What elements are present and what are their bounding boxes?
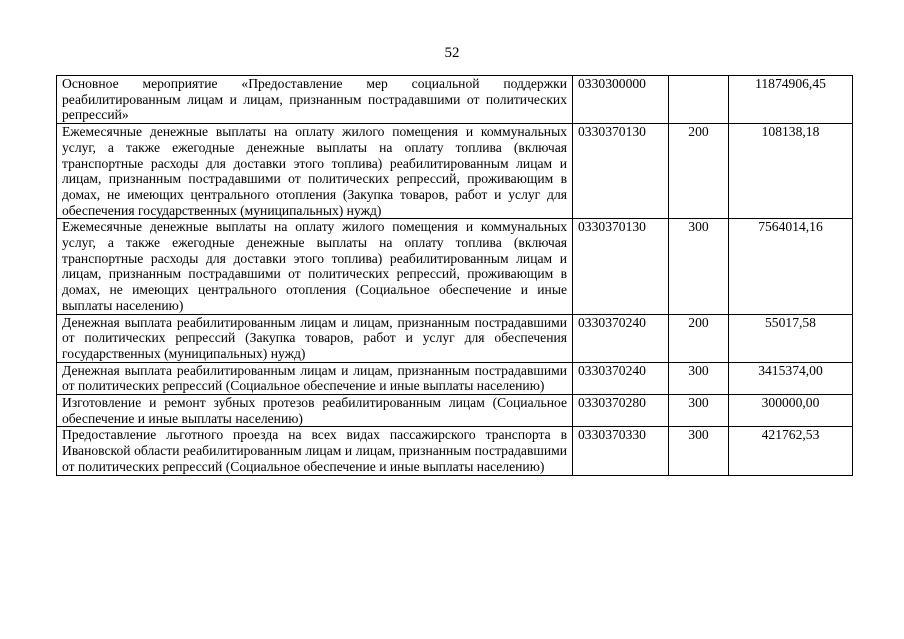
row-target-code: 0330300000 <box>573 76 669 124</box>
table-row <box>57 362 853 394</box>
row-description: Предоставление льготного проезда на всех видах пассажирского транспорта в Ивановской области реабилитированным лицам и лицам, признанным пострадавшими от политических репрессий (Социальное обеспечение и иные выплаты населению) <box>57 427 573 475</box>
row-expense-type <box>669 76 729 124</box>
row-expense-type: 300 <box>669 427 729 475</box>
row-expense-type: 200 <box>669 124 729 219</box>
row-description: Ежемесячные денежные выплаты на оплату жилого помещения и коммунальных услуг, а также ежегодные денежные выплаты на оплату топлива (включая транспортные расходы для доставки этого топлива) реабилитированным лицам и лицам, признанным пострадавшими от политических репрессий, проживающим в домах, не имеющих центрального отопления (Закупка товаров, работ и услуг для обеспечения государственных (муниципальных) нужд) <box>57 124 573 219</box>
row-amount: 11874906,45 <box>729 76 853 124</box>
table-row <box>57 427 853 475</box>
row-description: Денежная выплата реабилитированным лицам и лицам, признанным пострадавшими от политических репрессий (Социальное обеспечение и иные выплаты населению) <box>57 362 573 394</box>
row-amount: 300000,00 <box>729 395 853 427</box>
row-description: Ежемесячные денежные выплаты на оплату жилого помещения и коммунальных услуг, а также ежегодные денежные выплаты на оплату топлива (включая транспортные расходы для доставки этого топлива) реабилитированным лицам и лицам, признанным пострадавшими от политических репрессий, проживающим в домах, не имеющих центрального отопления (Социальное обеспечение и иные выплаты населению) <box>57 219 573 314</box>
row-target-code: 0330370130 <box>573 124 669 219</box>
row-amount: 3415374,00 <box>729 362 853 394</box>
row-target-code: 0330370330 <box>573 427 669 475</box>
row-target-code: 0330370280 <box>573 395 669 427</box>
table-row <box>57 219 853 314</box>
row-amount: 7564014,16 <box>729 219 853 314</box>
row-description: Денежная выплата реабилитированным лицам и лицам, признанным пострадавшими от политических репрессий (Закупка товаров, работ и услуг для обеспечения государственных (муниципальных) нужд) <box>57 314 573 362</box>
row-expense-type: 200 <box>669 314 729 362</box>
row-amount: 421762,53 <box>729 427 853 475</box>
row-target-code: 0330370130 <box>573 219 669 314</box>
row-expense-type: 300 <box>669 362 729 394</box>
table-row <box>57 314 853 362</box>
row-target-code: 0330370240 <box>573 362 669 394</box>
budget-table <box>56 75 853 476</box>
row-target-code: 0330370240 <box>573 314 669 362</box>
table-row <box>57 395 853 427</box>
table-row <box>57 76 853 124</box>
row-description: Основное мероприятие «Предоставление мер социальной поддержки реабилитированным лицам и лицам, признанным пострадавшими от политических репрессий» <box>57 76 573 124</box>
row-description: Изготовление и ремонт зубных протезов реабилитированным лицам (Социальное обеспечение и иные выплаты населению) <box>57 395 573 427</box>
table-row <box>57 124 853 219</box>
row-expense-type: 300 <box>669 395 729 427</box>
row-amount: 55017,58 <box>729 314 853 362</box>
page-number: 52 <box>444 45 460 61</box>
row-expense-type: 300 <box>669 219 729 314</box>
row-amount: 108138,18 <box>729 124 853 219</box>
